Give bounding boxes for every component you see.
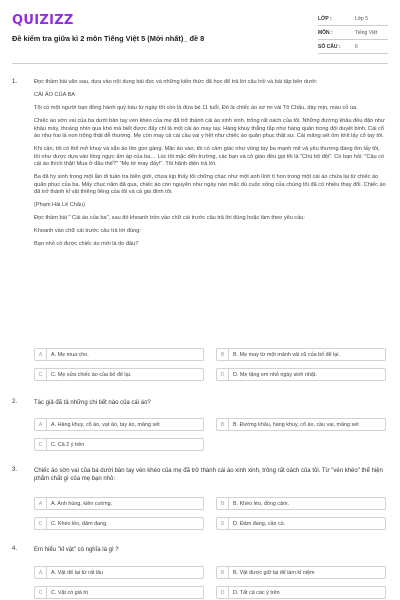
question-number: 3. (12, 467, 18, 473)
meta-row-count (318, 40, 388, 54)
meta-value: Tiếng Việt (355, 29, 378, 36)
option-letter: A (35, 419, 47, 430)
option-letter: A (35, 567, 47, 578)
passage-paragraph: Chiếc áo sờn vai của ba dưới bàn tay vén khéo của mẹ đã trở thành cái áo xinh xinh, trông rất oách của tôi. Những đường khâu đều đặn như khâu máy, thoáng nhìn qua khó mà biết được đấy chỉ là một cái áo may tay. Hàng khuy thẳng tắp như hàng quân trong đội duyệt binh. Cái cổ áo như hai lá non trông thật dễ thương. Mẹ còn may cả cái cầu vai y hệt như chiếc áo quân phục thật sự. Cái măng sét ôm khít lấy cổ tay tôi. (34, 117, 385, 140)
option-letter: A (35, 349, 47, 360)
instruction-text: Khoanh vào chữ cái trước câu trả lời đúng: (34, 228, 141, 235)
header-divider (12, 63, 388, 64)
question-number: 2. (12, 399, 18, 405)
question-body (34, 399, 386, 414)
option-letter: B (217, 498, 229, 509)
question-4-options (34, 566, 386, 599)
option-letter: C (35, 369, 47, 380)
option-text: D. Tất cả các ý trên (233, 589, 280, 596)
question-1-options (34, 348, 386, 381)
option-text: B. Vật được giữ lại để làm kỉ niệm (233, 569, 315, 576)
option-c[interactable] (34, 368, 204, 381)
option-letter: D (217, 587, 229, 598)
document-title: Đề kiểm tra giữa kì 2 môn Tiếng Việt 5 (Mới nhất)_ đề 8 (12, 34, 205, 43)
option-b[interactable] (216, 348, 386, 361)
meta-key: LỚP : (318, 15, 332, 22)
option-c[interactable] (34, 517, 204, 530)
option-text: A. Anh hùng, kiên cường. (51, 500, 113, 507)
question-number: 1. (12, 79, 18, 85)
option-letter: C (35, 518, 47, 529)
quizizz-logo: QUIZIZZ (12, 13, 74, 28)
worksheet-meta (318, 12, 388, 54)
option-text: C. Cả 2 ý trên (51, 441, 85, 448)
question-text: Em hiểu "kỉ vật" có nghĩa là gì ? (34, 547, 119, 553)
question-text: Chiếc áo sờn vai của ba dưới bàn tay vén khéo của mẹ đã trở thành cái áo xinh xinh, trông rất oách của tôi. Từ "vén khéo" thể hiện phẩm chất gì của mẹ bạn nhỏ: (34, 468, 383, 482)
question-text: Tác giả đã tả những chi tiết nào của cái áo? (34, 400, 151, 406)
option-a[interactable] (34, 418, 204, 431)
option-letter: B (217, 567, 229, 578)
option-d[interactable] (216, 586, 386, 599)
option-d[interactable] (216, 368, 386, 381)
option-text: B. Đường khâu, hàng khuy, cổ áo, cầu vai, măng sét (233, 421, 359, 428)
option-text: D. Mẹ tặng em nhỏ ngày sinh nhật. (233, 371, 317, 378)
instruction-text: Đọc thầm bài văn sau, dựa vào nội dung bài đọc và những kiến thức đã học để trả lời câu hỏi và bài tập bên dưới: (34, 79, 318, 85)
passage-paragraph: Tôi có một người bạn đồng hành quý báu từ ngày tôi còn là đứa bé 11 tuổi. Đó là chiếc áo sơ mi vải Tô Châu, dày mịn, màu cỏ úa. (34, 104, 358, 111)
option-text: C. Khéo léo, đảm đang. (51, 520, 108, 527)
option-letter: C (35, 439, 47, 450)
passage-paragraph: Ba đã hy sinh trong một lần đi tuần tra biên giới, chưa kịp thấy tôi chững chạc như một anh lính tí hon trong một cái áo chứa lại từ chiếc áo quân phục của ba. Mấy chục năm đã qua, chiếc áo còn nguyên như ngày nào mặc dù cuộc sống của chúng tôi đã có nhiều thay đổi. Chiếc áo đã trở thành kỉ vật thiêng liêng của tôi và cả gia đình tôi. (34, 174, 386, 196)
question-body (34, 79, 386, 254)
option-a[interactable] (34, 566, 204, 579)
option-d[interactable] (216, 517, 386, 530)
option-letter: D (217, 369, 229, 380)
meta-value: 6 (355, 43, 358, 50)
passage-title: CÁI ÁO CỦA BA (34, 91, 76, 98)
option-text: A. Hàng khuy, cổ áo, vạt áo, tay áo, măng sét (51, 421, 160, 428)
meta-row-subject (318, 26, 388, 40)
option-letter: A (35, 498, 47, 509)
option-letter: B (217, 349, 229, 360)
option-letter: D (217, 518, 229, 529)
option-text: C. Vật có giá trị (51, 589, 88, 596)
option-letter: C (35, 587, 47, 598)
option-text: D. Đảm đang, cần cù. (233, 520, 286, 527)
instruction-text: Đọc thầm bài " Cái áo của ba", sau đó khoanh tròn vào chữ cái trước câu trả lời đúng hoặc làm theo yêu cầu: (34, 215, 305, 222)
option-text: C. Mẹ sửa chiếc áo của bố để lại. (51, 371, 132, 378)
question-3-options (34, 497, 386, 530)
option-text: A. Vật để lại từ rất lâu (51, 569, 104, 576)
meta-key: SỐ CÂU : (318, 43, 341, 50)
option-c[interactable] (34, 438, 204, 451)
option-b[interactable] (216, 418, 386, 431)
meta-value: Lớp 5 (355, 15, 369, 22)
passage-paragraph: Khi cần, tôi có thể mở khuy và xắn áo lên gọn gàng. Mặc áo vào, tôi có cảm giác như vòng tay ba mạnh mẽ và yêu thương đang ôm lấy tôi, tôi như được dựa vào lồng ngực ấm áp của ba… Lúc tôi mặc đến trường, các bạn và cô giáo đều gọi tôi là "Chú bộ đội". Có bạn hỏi: "Cậu có cái áo thích thật! Mua ở đâu thế?" "Mẹ tớ may đấy!". Tôi hãnh diện trả lời. (34, 146, 385, 168)
question-number: 4. (12, 546, 18, 552)
passage-author: (Phạm Hải Lê Châu) (34, 202, 85, 209)
option-c[interactable] (34, 586, 204, 599)
option-letter: B (217, 419, 229, 430)
question-text: Bạn nhỏ có được chiếc áo mới là do đâu? (34, 241, 139, 248)
option-text: B. Mẹ may từ một mảnh vải cũ của bố để lại. (233, 351, 340, 358)
option-a[interactable] (34, 348, 204, 361)
option-text: A. Mẹ mua cho. (51, 351, 89, 358)
option-b[interactable] (216, 497, 386, 510)
option-text: B. Khéo léo, đồng cảm. (233, 500, 290, 507)
question-body (34, 467, 386, 490)
meta-row-class (318, 12, 388, 26)
meta-key: MÔN : (318, 29, 333, 36)
question-body (34, 546, 386, 561)
option-a[interactable] (34, 497, 204, 510)
option-b[interactable] (216, 566, 386, 579)
question-2-options (34, 418, 386, 451)
